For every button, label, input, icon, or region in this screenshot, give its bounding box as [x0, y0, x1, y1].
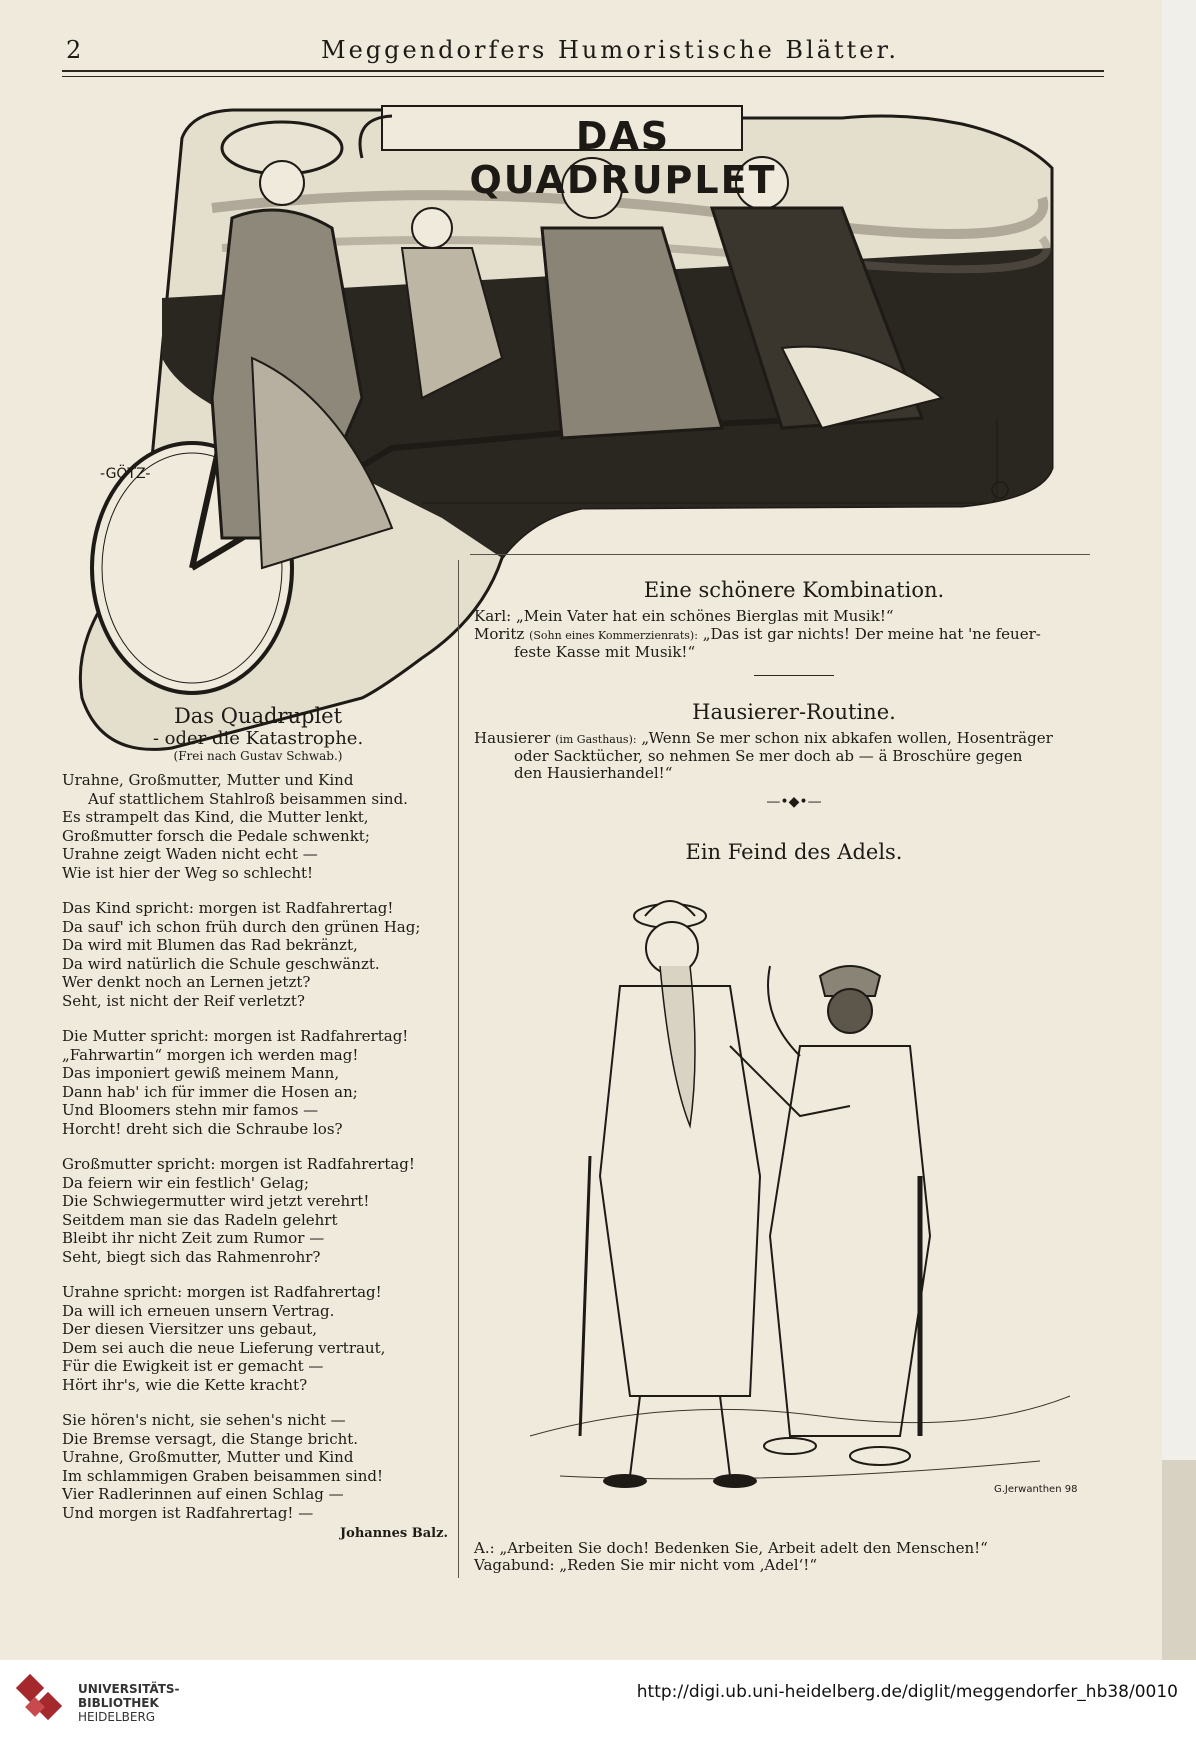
speech: „Wenn Se mer schon nix abkafen wollen, Hosenträger: [641, 729, 1053, 747]
poem-line: Da wird natürlich die Schule geschwänzt.: [62, 954, 380, 973]
poem-line: Das Kind spricht: morgen ist Radfahrertag!: [62, 899, 394, 917]
library-name-line: UNIVERSITÄTS-: [78, 1682, 180, 1696]
poem-line: Das imponiert gewiß meinem Mann,: [62, 1064, 340, 1082]
poem-line: Und morgen ist Radfahrertag! —: [62, 1503, 314, 1522]
library-footer: [0, 1660, 1196, 1753]
poem-credit: (Frei nach Gustav Schwab.): [173, 749, 343, 763]
running-head: Meggendorfers Humoristische Blätter.: [321, 36, 899, 64]
poem-line: Wer denkt noch an Lernen jetzt?: [62, 973, 311, 991]
artist-signature-right: G.Jerwanthen 98: [994, 1484, 1078, 1495]
poem-stanza: [62, 1155, 454, 1266]
dialog-continuation: oder Sacktücher, so nehmen Se mer doch ab — ä Broschüre gegen: [514, 747, 1023, 765]
poem-line: Die Schwiegermutter wird jetzt verehrt!: [62, 1192, 370, 1210]
page-number: 2: [66, 36, 82, 64]
poem-line: Auf stattlichem Stahlroß beisammen sind.: [88, 789, 408, 808]
scan-edge-tab: [1162, 1460, 1196, 1660]
poem-line: Horcht! dreht sich die Schraube los?: [62, 1119, 343, 1138]
artist-signature-top: -GÖTZ-: [100, 466, 151, 482]
poem-stanza: [62, 1283, 454, 1394]
header-rule: [62, 70, 1104, 77]
poem-line: Die Mutter spricht: morgen ist Radfahrertag!: [62, 1027, 409, 1045]
poem-line: Für die Ewigkeit ist er gemacht —: [62, 1357, 324, 1375]
kombination-block: [474, 578, 1114, 676]
speech: „Mein Vater hat ein schönes Bierglas mit Musik!“: [515, 607, 894, 625]
poem-line: Dem sei auch die neue Lieferung vertraut,: [62, 1338, 386, 1357]
poem-line: Seht, ist nicht der Reif verletzt?: [62, 991, 305, 1010]
speech: „Reden Sie mir nicht vom ‚Adel‘!“: [559, 1556, 817, 1574]
poem-line: „Fahrwartin“ morgen ich werden mag!: [62, 1045, 359, 1064]
poem-line: Großmutter spricht: morgen ist Radfahrertag!: [62, 1155, 415, 1173]
poem-line: Urahne zeigt Waden nicht echt —: [62, 845, 318, 863]
poem-line: Da sauf' ich schon früh durch den grünen Hag;: [62, 917, 421, 936]
illustration-title: DAS QUADRUPLET: [469, 114, 777, 202]
feind-block: [474, 840, 1114, 864]
poem-stanza: [62, 1411, 454, 1522]
poem-block: [62, 704, 454, 1541]
ornament-divider: —•◆•—: [766, 794, 822, 810]
poem-line: Seitdem man sie das Radeln gelehrt: [62, 1210, 338, 1229]
hausierer-block: [474, 700, 1114, 810]
poem-line: Da will ich erneuen unsern Vertrag.: [62, 1301, 335, 1320]
poem-line: Wie ist hier der Weg so schlecht!: [62, 863, 314, 882]
section-divider: [754, 675, 834, 676]
poem-line: Seht, biegt sich das Rahmenrohr?: [62, 1247, 321, 1266]
speaker-note: (Sohn eines Kommerzienrats):: [529, 629, 698, 642]
poem-line: Der diesen Viersitzer uns gebaut,: [62, 1320, 318, 1338]
dialog-line: [474, 1557, 1114, 1574]
poem-title: Das Quadruplet: [173, 704, 343, 728]
poem-line: Urahne spricht: morgen ist Radfahrertag!: [62, 1283, 382, 1301]
dialog-line: [474, 626, 1114, 644]
scan-margin: [1162, 0, 1196, 1660]
poem-line: Vier Radlerinnen auf einen Schlag —: [62, 1485, 344, 1503]
poem-line: Sie hören's nicht, sie sehen's nicht —: [62, 1411, 346, 1429]
dialog-line: [474, 608, 1114, 626]
speaker: Moritz: [474, 625, 525, 643]
feind-title: Ein Feind des Adels.: [685, 840, 903, 864]
poem-line: Hört ihr's, wie die Kette kracht?: [62, 1375, 308, 1394]
library-name-line: BIBLIOTHEK: [78, 1696, 159, 1710]
speech: „Das ist gar nichts! Der meine hat 'ne feuer-: [702, 625, 1041, 643]
poem-stanza: [62, 899, 454, 1010]
speaker: Karl:: [474, 607, 512, 625]
dialog-continuation: feste Kasse mit Musik!“: [514, 643, 696, 661]
dialog-continuation: den Hausierhandel!“: [514, 764, 673, 782]
poem-line: Es strampelt das Kind, die Mutter lenkt,: [62, 808, 369, 826]
university-library-logo-icon: [16, 1674, 68, 1726]
feind-dialog: [474, 1540, 1114, 1574]
poem-line: Großmutter forsch die Pedale schwenkt;: [62, 826, 370, 845]
poem-line: Urahne, Großmutter, Mutter und Kind: [62, 1448, 354, 1466]
column-rule: [458, 560, 459, 1578]
poem-line: Im schlammigen Graben beisammen sind!: [62, 1466, 384, 1485]
poem-line: Da wird mit Blumen das Rad bekränzt,: [62, 936, 358, 954]
poem-stanza: [62, 771, 454, 882]
poem-line: Urahne, Großmutter, Mutter und Kind: [62, 771, 354, 789]
speaker: Vagabund:: [474, 1556, 555, 1574]
poem-subtitle: - oder die Katastrophe.: [152, 728, 364, 749]
illustration-gentleman-vagabond: [520, 876, 1080, 1536]
kombination-title: Eine schönere Kombination.: [643, 578, 945, 602]
source-url-link[interactable]: http://digi.ub.uni-heidelberg.de/diglit/meggendorfer_hb38/0010: [636, 1682, 1178, 1702]
library-name-line: HEIDELBERG: [78, 1710, 156, 1724]
speaker: Hausierer: [474, 729, 551, 747]
speech: „Arbeiten Sie doch! Bedenken Sie, Arbeit adelt den Menschen!“: [499, 1539, 988, 1557]
dialog-line: [474, 730, 1114, 748]
speaker: A.:: [474, 1539, 495, 1557]
dialog-line: [474, 1540, 1114, 1557]
poem-line: Da feiern wir ein festlich' Gelag;: [62, 1173, 310, 1192]
speaker-note: (im Gasthaus):: [555, 733, 637, 746]
library-name: [78, 1682, 180, 1724]
poem-stanza: [62, 1027, 454, 1138]
hausierer-title: Hausierer-Routine.: [692, 700, 896, 724]
right-column-top-rule: [470, 554, 1090, 555]
poem-line: Und Bloomers stehn mir famos —: [62, 1101, 319, 1119]
poem-line: Dann hab' ich für immer die Hosen an;: [62, 1082, 358, 1101]
poem-line: Bleibt ihr nicht Zeit zum Rumor —: [62, 1229, 325, 1247]
poem-author: Johannes Balz.: [340, 1526, 448, 1541]
poem-line: Die Bremse versagt, die Stange bricht.: [62, 1429, 359, 1448]
